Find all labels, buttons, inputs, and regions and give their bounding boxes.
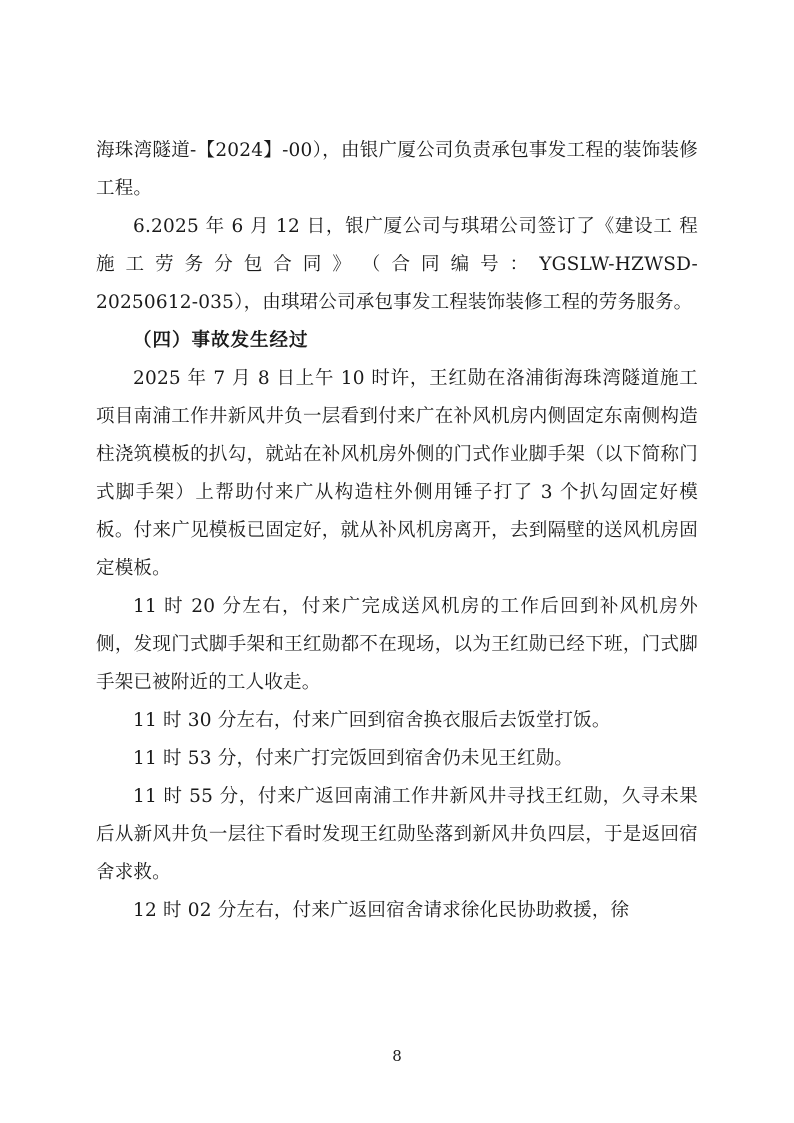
paragraph-accident-5: 11 时 55 分，付来广返回南浦工作井新风井寻找王红勋，久寻未果后从新风井负一层往下看时发现王红勋坠落到新风井负四层，于是返回宿舍求救。 — [96, 786, 698, 883]
paragraph-accident-1: 2025 年 7 月 8 日上午 10 时许，王红勋在洛浦街海珠湾隧道施工项目南浦工作井新风井负一层看到付来广在补风机房内侧固定东南侧构造柱浇筑模板的扒勾，就站在补风机房外侧的门式作业脚手架（以下简称门式脚手架）上帮助付来广从构造柱外侧用锤子打了 3 个扒勾固定好模板。付来广见模板已固定好，就从补风机房离开，去到隔壁的送风机房固定模板。 — [96, 368, 698, 579]
paragraph-accident-6: 12 时 02 分左右，付来广返回宿舍请求徐化民协助救援，徐 — [133, 900, 630, 921]
section-heading-accident-course: （四）事故发生经过 — [133, 330, 309, 351]
paragraph-contract-tail: 海珠湾隧道-【2024】-00），由银广厦公司负责承包事发工程的装饰装修工程。 — [96, 140, 698, 199]
paragraph-accident-2: 11 时 20 分左右，付来广完成送风机房的工作后回到补风机房外侧，发现门式脚手架和王红勋都不在现场，以为王红勋已经下班，门式脚手架已被附近的工人收走。 — [96, 596, 698, 693]
page-number: 8 — [392, 1047, 402, 1065]
paragraph-item-6: 6.2025 年 6 月 12 日，银广厦公司与琪珺公司签订了《建设工 程 施 工 劳 务 分 包 合 同 》 （ 合 同 编 号 ： YGSLW-HZWSD-20250612-035），由琪珺公司承包事发工程装饰装修工程的劳务服务。 — [96, 216, 698, 313]
paragraph-accident-4: 11 时 53 分，付来广打完饭回到宿舍仍未见王红勋。 — [133, 748, 574, 769]
document-body — [96, 132, 698, 930]
paragraph-accident-3: 11 时 30 分左右，付来广回到宿舍换衣服后去饭堂打饭。 — [133, 710, 611, 731]
